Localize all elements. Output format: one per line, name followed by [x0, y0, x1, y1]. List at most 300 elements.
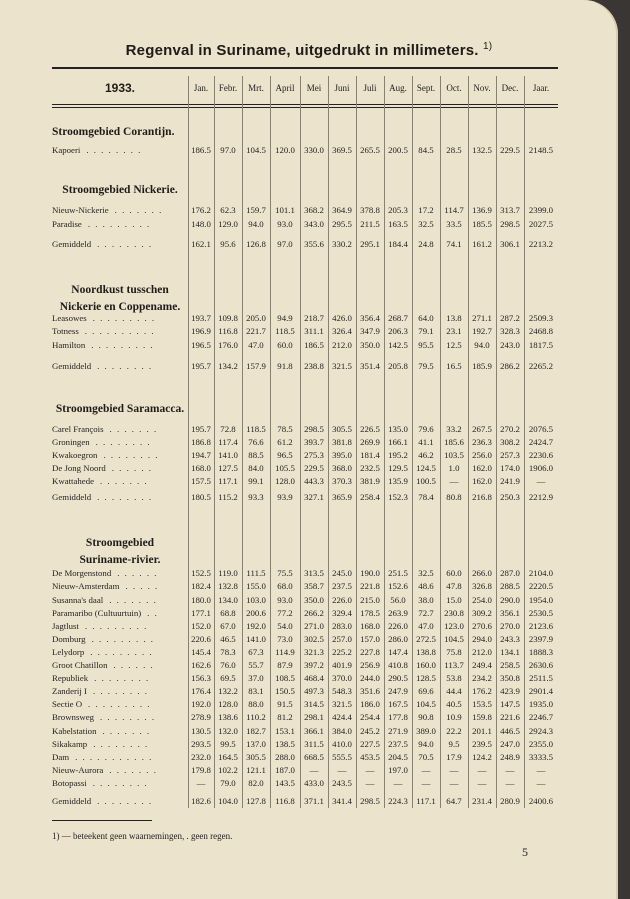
table-cell: 321.5 — [332, 699, 352, 709]
table-cell: 84.5 — [418, 145, 434, 155]
table-cell: 2213.2 — [528, 239, 554, 249]
table-cell: 47.0 — [248, 340, 264, 350]
section-heading — [52, 535, 188, 569]
column-header: Jaar. — [532, 83, 550, 93]
table-cell: 221.7 — [246, 326, 266, 336]
table-cell: 269.9 — [360, 437, 380, 447]
table-cell: 157.5 — [191, 476, 211, 486]
table-cell: 87.9 — [277, 660, 293, 670]
table-row — [52, 145, 558, 158]
table-cell: 126.8 — [246, 239, 266, 249]
table-cell: 70.5 — [418, 752, 434, 762]
table-cell: 102.2 — [218, 765, 238, 775]
table-cell: 69.6 — [418, 686, 434, 696]
table-cell: 232.0 — [191, 752, 211, 762]
table-cell: 69.5 — [220, 673, 236, 683]
table-cell: 61.2 — [277, 437, 293, 447]
station-name: Republiek — [52, 673, 89, 683]
table-cell: 28.5 — [446, 145, 462, 155]
table-cell: 1935.0 — [528, 699, 554, 709]
table-cell: 258.4 — [360, 492, 380, 502]
station-name: Dam — [52, 752, 70, 762]
table-cell: 341.4 — [332, 796, 352, 806]
table-cell: 2230.6 — [528, 450, 554, 460]
table-cell: 17.9 — [446, 752, 462, 762]
table-cell: 290.0 — [500, 595, 520, 605]
table-cell: 54.0 — [277, 621, 293, 631]
table-cell: 162.0 — [472, 476, 492, 486]
table-cell: 311.5 — [304, 739, 324, 749]
table-row — [52, 340, 558, 353]
table-cell: 79.1 — [418, 326, 434, 336]
table-cell: 119.0 — [218, 568, 238, 578]
table-cell: 234.2 — [472, 673, 492, 683]
table-cell: 446.5 — [500, 726, 520, 736]
station-name: Groningen — [52, 437, 90, 447]
table-row — [52, 778, 558, 791]
station-name: Jagtlust — [52, 621, 79, 631]
table-cell: 152.0 — [191, 621, 211, 631]
table-cell: 64.0 — [418, 313, 434, 323]
table-cell: 67.3 — [248, 647, 264, 657]
table-cell: 138.8 — [416, 647, 436, 657]
table-cell: 226.5 — [360, 424, 380, 434]
station-name: Kabelstation — [52, 726, 97, 736]
table-cell: 497.3 — [304, 686, 324, 696]
table-cell: 147.4 — [388, 647, 408, 657]
table-cell: 168.0 — [360, 621, 380, 631]
table-cell: 453.5 — [360, 752, 380, 762]
table-cell: 132.2 — [218, 686, 238, 696]
column-header: Dec. — [501, 83, 519, 93]
table-cell: 226.0 — [332, 595, 352, 605]
table-cell: 321.5 — [332, 361, 352, 371]
table-cell: 186.0 — [360, 699, 380, 709]
table-cell: 271.9 — [388, 726, 408, 736]
table-cell: 2468.8 — [528, 326, 554, 336]
table-cell: 2530.5 — [528, 608, 554, 618]
table-cell: 268.7 — [388, 313, 408, 323]
table-cell: 47.8 — [446, 581, 462, 591]
table-cell: 1888.3 — [528, 647, 554, 657]
leader-dots: . . . . . — [125, 581, 159, 591]
table-cell: 95.5 — [418, 340, 434, 350]
table-cell: 129.0 — [218, 219, 238, 229]
leader-dots: . . . . . . . . . — [91, 340, 155, 350]
table-cell: 99.1 — [248, 476, 264, 486]
table-row — [52, 424, 558, 437]
table-cell: 309.2 — [472, 608, 492, 618]
column-header: April — [275, 83, 295, 93]
table-cell: 272.5 — [416, 634, 436, 644]
table-cell: 9.5 — [448, 739, 460, 749]
table-cell: 1.0 — [448, 463, 460, 473]
table-cell: 326.4 — [332, 326, 352, 336]
table-cell: 190.0 — [360, 568, 380, 578]
table-cell: 182.6 — [191, 796, 211, 806]
table-cell: 2220.5 — [528, 581, 554, 591]
column-header: Juli — [363, 83, 377, 93]
table-cell: 161.2 — [472, 239, 492, 249]
table-cell: 298.5 — [500, 219, 520, 229]
leader-dots: . . . . . . — [113, 660, 155, 670]
table-cell: 263.9 — [388, 608, 408, 618]
table-cell: 40.5 — [446, 699, 462, 709]
table-cell: 79.5 — [418, 361, 434, 371]
section-heading — [52, 282, 188, 316]
table-cell: — — [536, 476, 546, 486]
column-header: Juni — [334, 83, 350, 93]
table-cell: 330.2 — [332, 239, 352, 249]
leader-dots: . . . . . . . . . . — [84, 326, 156, 336]
table-cell: 155.0 — [246, 581, 266, 591]
rule-header-1 — [52, 104, 558, 105]
table-cell: 298.1 — [304, 712, 324, 722]
station-name: Nieuw-Nickerie — [52, 205, 109, 215]
table-cell: 24.8 — [418, 239, 434, 249]
table-cell: 205.0 — [246, 313, 266, 323]
station-name: Totness — [52, 326, 79, 336]
table-cell: 150.5 — [275, 686, 295, 696]
table-cell: 130.5 — [191, 726, 211, 736]
table-cell: 256.0 — [472, 450, 492, 460]
table-cell: 355.6 — [304, 239, 324, 249]
table-row — [52, 673, 558, 686]
leader-dots: . . . . . . — [111, 463, 153, 473]
table-cell: 176.2 — [191, 205, 211, 215]
table-cell: 152.5 — [191, 568, 211, 578]
table-cell: 68.0 — [277, 581, 293, 591]
table-cell: 548.3 — [332, 686, 352, 696]
table-cell: 201.1 — [472, 726, 492, 736]
table-cell: 48.6 — [418, 581, 434, 591]
table-cell: 118.5 — [246, 424, 266, 434]
table-cell: 1906.0 — [528, 463, 554, 473]
rule-top — [52, 67, 558, 69]
table-cell: 138.5 — [275, 739, 295, 749]
table-cell: 91.5 — [277, 699, 293, 709]
table-cell: 178.5 — [360, 608, 380, 618]
table-cell: 370.3 — [332, 476, 352, 486]
column-header: Aug. — [389, 83, 407, 93]
table-cell: 302.5 — [304, 634, 324, 644]
leader-dots: . . . . . . . . . — [87, 219, 151, 229]
table-cell: 205.8 — [388, 361, 408, 371]
section-heading-line: Nickerie en Coppename. — [59, 301, 181, 313]
station-name: Sectie O — [52, 699, 83, 709]
table-cell: 350.0 — [360, 340, 380, 350]
table-cell: 47.0 — [418, 621, 434, 631]
table-cell: — — [477, 778, 487, 788]
leader-dots: . . . . . . . . . — [88, 699, 151, 709]
table-cell: 185.6 — [444, 437, 464, 447]
table-cell: 371.1 — [304, 796, 324, 806]
table-row — [52, 568, 558, 581]
table-cell: 46.2 — [418, 450, 434, 460]
table-cell: 326.8 — [472, 581, 492, 591]
station-name: Gemiddeld — [52, 492, 92, 502]
table-cell: 118.5 — [275, 326, 295, 336]
table-cell: 2076.5 — [528, 424, 554, 434]
table-cell: 267.5 — [472, 424, 492, 434]
table-cell: 225.2 — [332, 647, 352, 657]
table-cell: — — [337, 765, 347, 775]
table-cell: 75.8 — [446, 647, 462, 657]
station-name: Paramaribo (Cultuurtuin) — [52, 608, 142, 618]
table-cell: 254.0 — [472, 595, 492, 605]
table-cell: 96.5 — [277, 450, 293, 460]
table-cell: 78.3 — [220, 647, 236, 657]
table-cell: 329.4 — [332, 608, 352, 618]
table-cell: 105.5 — [275, 463, 295, 473]
table-cell: — — [365, 778, 375, 788]
station-name: Zanderij I — [52, 686, 87, 696]
table-cell: 117.1 — [416, 796, 436, 806]
table-row — [52, 608, 558, 621]
table-cell: 182.4 — [191, 581, 211, 591]
table-cell: 134.2 — [218, 361, 238, 371]
table-cell: 288.5 — [500, 581, 520, 591]
table-row — [52, 476, 558, 489]
table-cell: 257.0 — [332, 634, 352, 644]
leader-dots: . . . . . . . . — [92, 686, 149, 696]
column-header: Oct. — [446, 83, 462, 93]
table-cell: — — [365, 765, 375, 775]
leader-dots: . . . . . . . . . — [84, 621, 148, 631]
table-cell: 116.8 — [218, 326, 238, 336]
table-cell: — — [449, 778, 459, 788]
table-cell: 378.8 — [360, 205, 380, 215]
table-cell: 368.0 — [332, 463, 352, 473]
table-cell: 200.6 — [246, 608, 266, 618]
table-cell: 116.8 — [275, 796, 295, 806]
table-cell: 153.1 — [275, 726, 295, 736]
table-cell: 2630.6 — [528, 660, 554, 670]
section-heading-line: Noordkust tusschen — [71, 284, 169, 296]
table-cell: 123.0 — [444, 621, 464, 631]
table-cell: 174.0 — [500, 463, 520, 473]
table-cell: 97.0 — [277, 239, 293, 249]
table-cell: 37.0 — [248, 673, 264, 683]
station-name: Gemiddeld — [52, 361, 92, 371]
table-cell: 238.8 — [304, 361, 324, 371]
table-cell: 194.7 — [191, 450, 211, 460]
table-cell: 181.4 — [360, 450, 380, 460]
table-cell: 23.1 — [446, 326, 462, 336]
leader-dots: . . . . . . — [117, 568, 158, 578]
table-cell: 152.6 — [388, 581, 408, 591]
table-cell: 280.9 — [500, 796, 520, 806]
table-row — [52, 581, 558, 594]
table-cell: 2901.4 — [528, 686, 554, 696]
table-cell: 1954.0 — [528, 595, 554, 605]
table-cell: 2397.9 — [528, 634, 554, 644]
station-name: Domburg — [52, 634, 86, 644]
table-row — [52, 752, 558, 765]
table-cell: 381.9 — [360, 476, 380, 486]
table-cell: 247.9 — [388, 686, 408, 696]
table-cell: 351.6 — [360, 686, 380, 696]
table-cell: 305.5 — [246, 752, 266, 762]
table-cell: 128.5 — [416, 673, 436, 683]
station-name: Gemiddeld — [52, 796, 92, 806]
table-cell: 72.7 — [418, 608, 434, 618]
table-cell: — — [505, 778, 515, 788]
table-cell: 60.0 — [277, 340, 293, 350]
leader-dots: . . . . . . . — [109, 424, 158, 434]
table-cell: 393.7 — [304, 437, 324, 447]
table-cell: 46.5 — [220, 634, 236, 644]
leader-dots: . . . . . . . . . . . — [75, 752, 153, 762]
station-name: Groot Chatillon — [52, 660, 108, 670]
table-cell: 93.9 — [277, 492, 293, 502]
table-cell: 132.8 — [218, 581, 238, 591]
table-cell: 287.2 — [500, 313, 520, 323]
table-cell: 159.8 — [472, 712, 492, 722]
table-cell: — — [421, 778, 431, 788]
table-cell: 153.5 — [472, 699, 492, 709]
table-cell: 350.0 — [304, 595, 324, 605]
table-cell: 248.9 — [500, 752, 520, 762]
table-cell: 84.0 — [248, 463, 264, 473]
table-cell: 187.0 — [275, 765, 295, 775]
section-heading-line: Stroomgebied — [85, 537, 155, 549]
table-cell: 321.3 — [304, 647, 324, 657]
table-cell: 254.4 — [360, 712, 380, 722]
table-cell: 192.0 — [246, 621, 266, 631]
table-cell: 72.8 — [220, 424, 236, 434]
table-cell: 32.5 — [418, 219, 434, 229]
table-cell: 423.9 — [500, 686, 520, 696]
column-header: Nov. — [473, 83, 491, 93]
table-cell: 82.0 — [248, 778, 264, 788]
table-cell: 91.8 — [277, 361, 293, 371]
table-cell: 258.5 — [500, 660, 520, 670]
table-cell: 356.4 — [360, 313, 380, 323]
table-cell: 148.0 — [191, 219, 211, 229]
table-cell: 83.1 — [248, 686, 264, 696]
leader-dots: . . . . . . . — [102, 726, 151, 736]
table-cell: 424.4 — [332, 712, 352, 722]
table-cell: 94.0 — [474, 340, 490, 350]
leader-dots: . . . . . . . . . — [91, 634, 155, 644]
table-cell: 308.2 — [500, 437, 520, 447]
table-cell: 166.1 — [388, 437, 408, 447]
table-cell: — — [196, 778, 206, 788]
table-cell: 197.0 — [388, 765, 408, 775]
table-cell: 243.3 — [500, 634, 520, 644]
leader-dots: . . . . . . . . — [95, 437, 152, 447]
table-cell: 141.0 — [246, 634, 266, 644]
table-cell: 193.7 — [191, 313, 211, 323]
section-heading — [52, 126, 174, 138]
table-row — [52, 361, 558, 374]
table-cell: 94.0 — [248, 219, 264, 229]
table-cell: 74.1 — [446, 239, 462, 249]
table-cell: 196.5 — [191, 340, 211, 350]
table-cell: 108.5 — [275, 673, 295, 683]
table-cell: 81.2 — [277, 712, 293, 722]
table-cell: 17.2 — [418, 205, 434, 215]
table-cell: 135.0 — [388, 424, 408, 434]
table-cell: 313.5 — [304, 568, 324, 578]
table-cell: 137.0 — [246, 739, 266, 749]
table-cell: 95.6 — [220, 239, 236, 249]
station-name: Brownsweg — [52, 712, 95, 722]
table-cell: 124.2 — [472, 752, 492, 762]
table-cell: 358.7 — [304, 581, 324, 591]
leader-dots: . . . . . . . . . — [90, 647, 154, 657]
table-cell: — — [449, 476, 459, 486]
table-cell: 76.6 — [248, 437, 264, 447]
table-cell: 121.1 — [246, 765, 266, 775]
table-row — [52, 796, 558, 809]
leader-dots: . . . . . . . . — [103, 450, 159, 460]
table-cell: 311.1 — [304, 326, 324, 336]
table-cell: 152.3 — [388, 492, 408, 502]
station-name: Lelydorp — [52, 647, 85, 657]
station-name: Botopassi — [52, 778, 87, 788]
table-cell: 2924.3 — [528, 726, 554, 736]
table-row — [52, 326, 558, 339]
column-header: Mrt. — [248, 83, 264, 93]
table-cell: 295.1 — [360, 239, 380, 249]
table-cell: 286.0 — [388, 634, 408, 644]
leader-dots: . . . . . . . . — [97, 796, 153, 806]
table-cell: 2148.5 — [528, 145, 554, 155]
table-cell: 109.8 — [218, 313, 238, 323]
table-cell: 93.3 — [248, 492, 264, 502]
table-cell: 298.5 — [304, 424, 324, 434]
table-cell: 410.0 — [332, 739, 352, 749]
table-cell: 351.4 — [360, 361, 380, 371]
table-cell: 180.5 — [191, 492, 211, 502]
table-cell: 138.6 — [218, 712, 238, 722]
leader-dots: . . . . . . . . — [100, 712, 156, 722]
table-cell: 77.2 — [277, 608, 293, 618]
table-cell: 275.3 — [304, 450, 324, 460]
table-cell: 113.7 — [444, 660, 464, 670]
table-cell: 270.0 — [500, 621, 520, 631]
section-heading — [52, 182, 188, 199]
table-cell: 200.5 — [388, 145, 408, 155]
table-cell: 134.1 — [500, 647, 520, 657]
table-row — [52, 492, 558, 505]
table-cell: 227.8 — [360, 647, 380, 657]
table-cell: 176.4 — [191, 686, 211, 696]
year-label: 1933. — [104, 81, 136, 95]
table-cell: 176.0 — [218, 340, 238, 350]
table-cell: 2027.5 — [528, 219, 554, 229]
table-cell: 185.5 — [472, 219, 492, 229]
table-cell: 157.9 — [246, 361, 266, 371]
table-cell: 115.2 — [218, 492, 238, 502]
table-cell: 163.5 — [388, 219, 408, 229]
table-cell: 78.5 — [277, 424, 293, 434]
table-cell: 257.3 — [500, 450, 520, 460]
leader-dots: . . . . . . . — [114, 205, 163, 215]
table-cell: 110.2 — [246, 712, 266, 722]
table-cell: 237.5 — [332, 581, 352, 591]
table-cell: 226.0 — [388, 621, 408, 631]
table-cell: 132.0 — [218, 726, 238, 736]
table-cell: 157.0 — [360, 634, 380, 644]
table-cell: 195.2 — [388, 450, 408, 460]
table-cell: 212.0 — [332, 340, 352, 350]
table-cell: 212.0 — [472, 647, 492, 657]
table-cell: 443.3 — [304, 476, 324, 486]
table-cell: 67.0 — [220, 621, 236, 631]
